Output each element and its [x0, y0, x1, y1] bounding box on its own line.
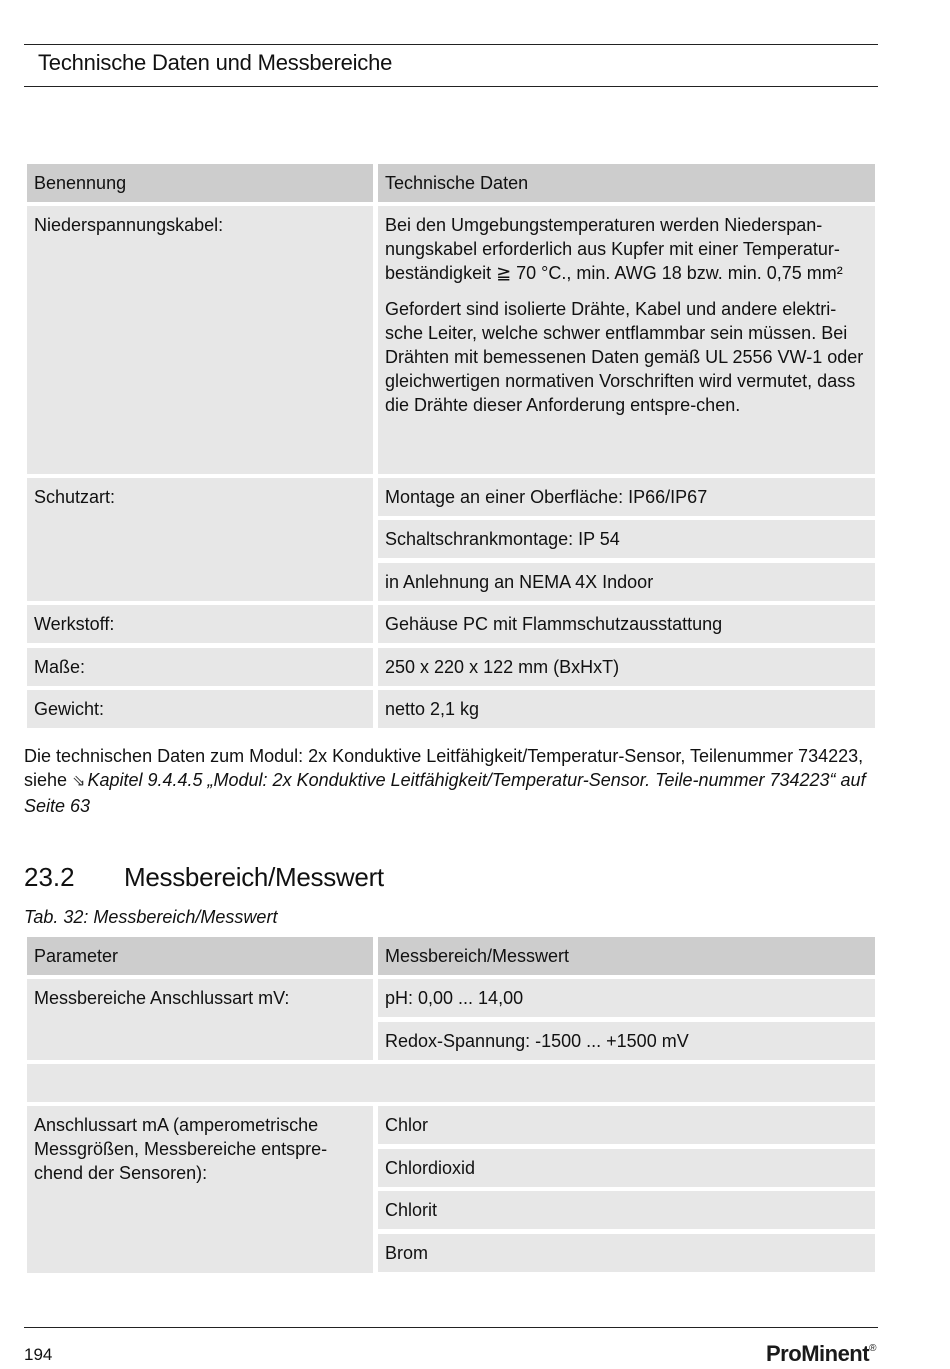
row-value-low-voltage-cable	[378, 206, 875, 474]
row-label-material: Werkstoff:	[27, 605, 373, 643]
row-label-mv-ranges: Messbereiche Anschlussart mV:	[27, 979, 373, 1060]
section-number: 23.2	[24, 862, 75, 892]
row-value-dimensions: 250 x 220 x 122 mm (BxHxT)	[378, 648, 875, 686]
row-value-ph: pH: 0,00 ... 14,00	[378, 979, 875, 1017]
row-value-weight: netto 2,1 kg	[378, 690, 875, 728]
row-label-protection-class: Schutzart:	[27, 478, 373, 601]
row-value-material: Gehäuse PC mit Flammschutzausstattung	[378, 605, 875, 643]
module-reference-note	[24, 744, 884, 818]
table-caption: Tab. 32: Messbereich/Messwert	[24, 907, 278, 927]
page-number: 194	[24, 1345, 53, 1364]
footer-rule	[24, 1327, 878, 1328]
row-label-weight: Gewicht:	[27, 690, 373, 728]
row-value-protection-nema: in Anlehnung an NEMA 4X Indoor	[378, 563, 875, 601]
row-label-ma-amperometric: Anschlussart mA (amperometrische Messgrößen, Messbereiche entspre-chend der Sensoren):	[27, 1106, 373, 1273]
header-rule-bottom	[24, 86, 878, 87]
note-text: Die technischen Daten zum Modul: 2x Konduktive Leitfähigkeit/Temperatur-Sensor, Teilenummer 734223, siehe	[24, 746, 864, 790]
row-value-protection-cabinet: Schaltschrankmontage: IP 54	[378, 520, 875, 558]
row-value-protection-surface: Montage an einer Oberfläche: IP66/IP67	[378, 478, 875, 516]
cross-reference-arrow-icon: ⇘	[72, 773, 86, 790]
table1-header-designation: Benennung	[27, 164, 373, 202]
section-title: Messbereich/Messwert	[124, 862, 384, 892]
row-label-low-voltage-cable: Niederspannungskabel:	[27, 206, 373, 474]
row-value-chlorite: Chlorit	[378, 1191, 875, 1229]
cable-requirement-paragraph-2: Gefordert sind isolierte Drähte, Kabel und andere elektri-sche Leiter, welche schwer entflammbar sein müssen. Bei Drähten mit bemessenen Daten gemäß UL 2556 VW-1 oder gleichwertigen normativen Vorschriften wird vermutet, dass die Drähte dieser Anforderung entspre-chen.	[385, 299, 864, 415]
row-value-redox: Redox-Spannung: -1500 ... +1500 mV	[378, 1022, 875, 1060]
brand-registered-mark: ®	[869, 1343, 876, 1354]
page-header-title: Technische Daten und Messbereiche	[38, 50, 393, 75]
table2-header-range: Messbereich/Messwert	[378, 937, 875, 975]
row-value-chlorine-dioxide: Chlordioxid	[378, 1149, 875, 1187]
cable-requirement-paragraph-1: Bei den Umgebungstemperaturen werden Niederspan-nungskabel erforderlich aus Kupfer mit einer Temperatur-beständigkeit ≧ 70 °C., min. AWG 18 bzw. min. 0,75 mm²	[385, 215, 843, 283]
row-label-dimensions: Maße:	[27, 648, 373, 686]
brand-minent: Minent	[801, 1341, 870, 1366]
brand-pro: Pro	[766, 1341, 802, 1366]
chapter-cross-reference-link[interactable]: Kapitel 9.4.4.5 „Modul: 2x Konduktive Leitfähigkeit/Temperatur-Sensor. Teile-nummer 734223“ auf Seite 63	[24, 770, 866, 816]
table1-header-technical-data: Technische Daten	[378, 164, 875, 202]
empty-separator-row	[27, 1064, 875, 1102]
prominent-logo	[766, 1341, 876, 1367]
header-rule-top	[24, 44, 878, 45]
row-value-chlorine: Chlor	[378, 1106, 875, 1144]
row-value-bromine: Brom	[378, 1234, 875, 1272]
table2-header-parameter: Parameter	[27, 937, 373, 975]
